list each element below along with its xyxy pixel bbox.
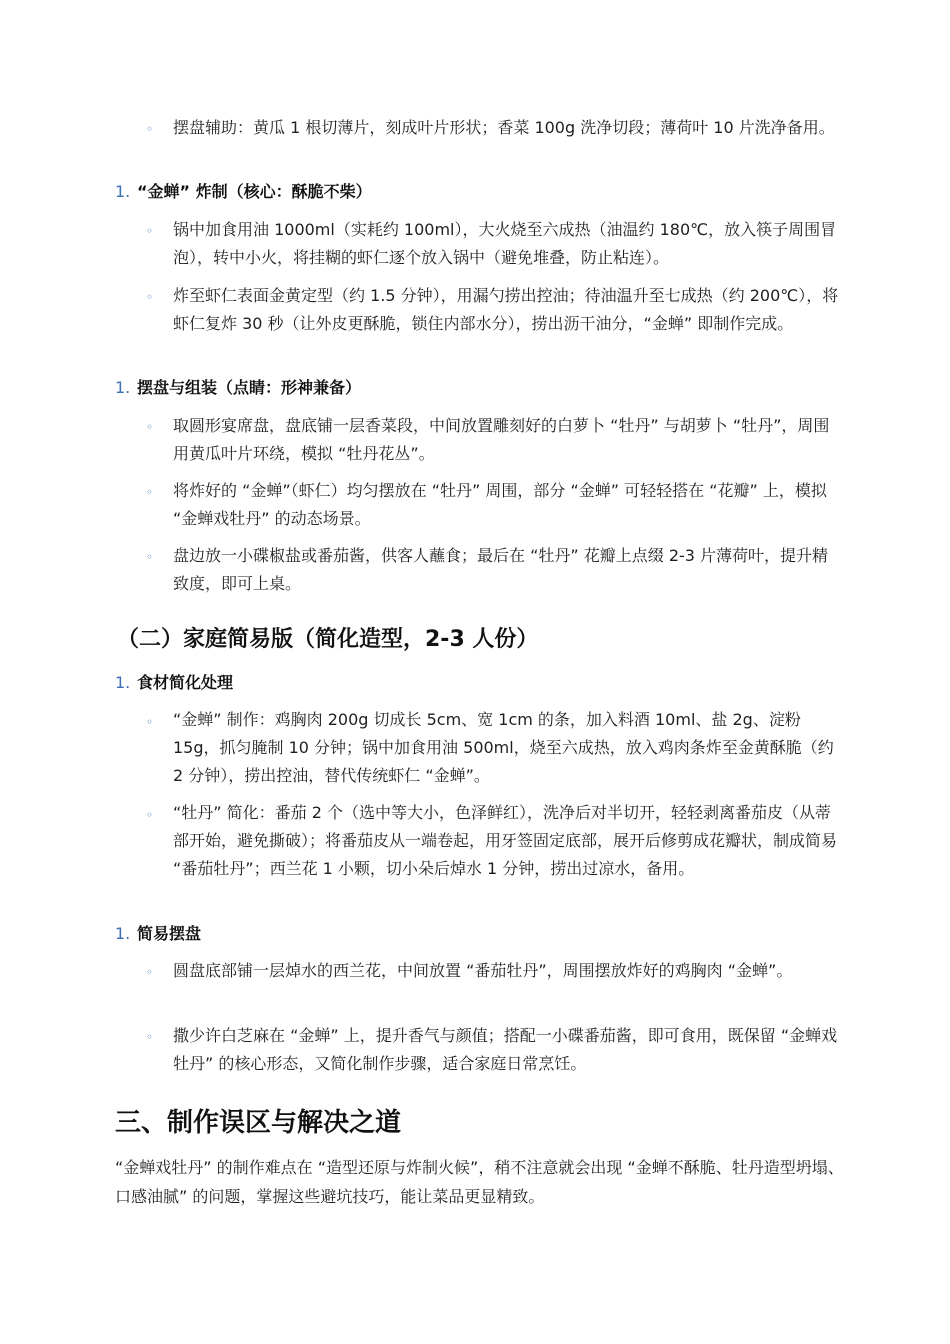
step-number: 1. (115, 924, 131, 943)
step-number: 1. (115, 182, 131, 201)
list-item-text: 取圆形宴席盘，盘底铺一层香菜段，中间放置雕刻好的白萝卜 “牡丹” 与胡萝卜 “牡丹”，周围用黄瓜叶片环绕，模拟 “牡丹花丛”。 (173, 416, 830, 463)
step-heading-simple-plate: 简易摆盘 (137, 924, 202, 943)
list-item-text: 圆盘底部铺一层焯水的西兰花，中间放置 “番茄牡丹”，周围摆放炸好的鸡胸肉 “金蝉”。 (173, 961, 793, 980)
bullet-marker: ◦ (146, 420, 154, 434)
step-heading-plate: 摆盘与组装（点睛：形神兼备） (137, 378, 362, 397)
step-number: 1. (115, 673, 131, 692)
step-heading-fry: “金蝉” 炸制（核心：酥脆不柴） (137, 182, 372, 201)
list-item-text: 锅中加食用油 1000ml（实耗约 100ml），大火烧至六成热（油温约 180℃，放入筷子周围冒泡），转中小火，将挂糊的虾仁逐个放入锅中（避免堆叠，防止粘连）。 (173, 220, 837, 267)
bullet-marker: ◦ (146, 715, 154, 729)
step-number: 1. (115, 378, 131, 397)
list-item-text: “金蝉” 制作：鸡胸肉 200g 切成长 5cm、宽 1cm 的条，加入料酒 10ml、盐 2g、淀粉 15g，抓匀腌制 10 分钟；锅中加食用油 500ml，烧至六成热，放入鸡肉条炸至金黄酥脆（约 2 分钟），捞出控油，替代传统虾仁 “金蝉”。 (173, 710, 834, 785)
intro-paragraph: “金蝉戏牡丹” 的制作难点在 “造型还原与炸制火候”，稍不注意就会出现 “金蝉不酥脆、牡丹造型坍塌、口感油腻” 的问题，掌握这些避坑技巧，能让菜品更显精致。 (115, 1158, 844, 1206)
bullet-marker: ◦ (146, 550, 154, 564)
bullet-marker: ◦ (146, 224, 154, 238)
list-item-text: 将炸好的 “金蝉”（虾仁）均匀摆放在 “牡丹” 周围，部分 “金蝉” 可轻轻搭在 “花瓣” 上，模拟 “金蝉戏牡丹” 的动态场景。 (173, 481, 827, 528)
bullet-marker: ◦ (146, 485, 154, 499)
bullet-marker: ◦ (146, 290, 154, 304)
bullet-marker: ◦ (146, 808, 154, 822)
bullet-marker: ◦ (146, 965, 154, 979)
chapter-heading: 三、制作误区与解决之道 (115, 1108, 402, 1138)
section-heading: （二）家庭简易版（简化造型，2-3 人份） (117, 627, 539, 652)
list-item-text: “牡丹” 简化：番茄 2 个（选中等大小，色泽鲜红），洗净后对半切开，轻轻剥离番茄皮（从蒂部开始，避免撕破）；将番茄皮从一端卷起，用牙签固定底部，展开后修剪成花瓣状，制成简易 “番茄牡丹”；西兰花 1 小颗，切小朵后焯水 1 分钟，捞出过凉水，备用。 (173, 803, 838, 878)
step-heading-ingredients: 食材简化处理 (137, 673, 234, 692)
bullet-marker: ◦ (146, 122, 154, 136)
list-item-text: 炸至虾仁表面金黄定型（约 1.5 分钟），用漏勺捞出控油；待油温升至七成热（约 200℃），将虾仁复炸 30 秒（让外皮更酥脆，锁住内部水分），捞出沥干油分，“金蝉” 即制作完成。 (173, 286, 839, 333)
list-item-text: 撒少许白芝麻在 “金蝉” 上，提升香气与颜值；搭配一小碟番茄酱，即可食用，既保留 “金蝉戏牡丹” 的核心形态，又简化制作步骤，适合家庭日常烹饪。 (173, 1026, 838, 1073)
list-item-text: 摆盘辅助：黄瓜 1 根切薄片，刻成叶片形状；香菜 100g 洗净切段；薄荷叶 10 片洗净备用。 (173, 118, 835, 137)
list-item-text: 盘边放一小碟椒盐或番茄酱，供客人蘸食；最后在 “牡丹” 花瓣上点缀 2-3 片薄荷叶，提升精致度，即可上桌。 (173, 546, 829, 593)
bullet-marker: ◦ (146, 1030, 154, 1044)
